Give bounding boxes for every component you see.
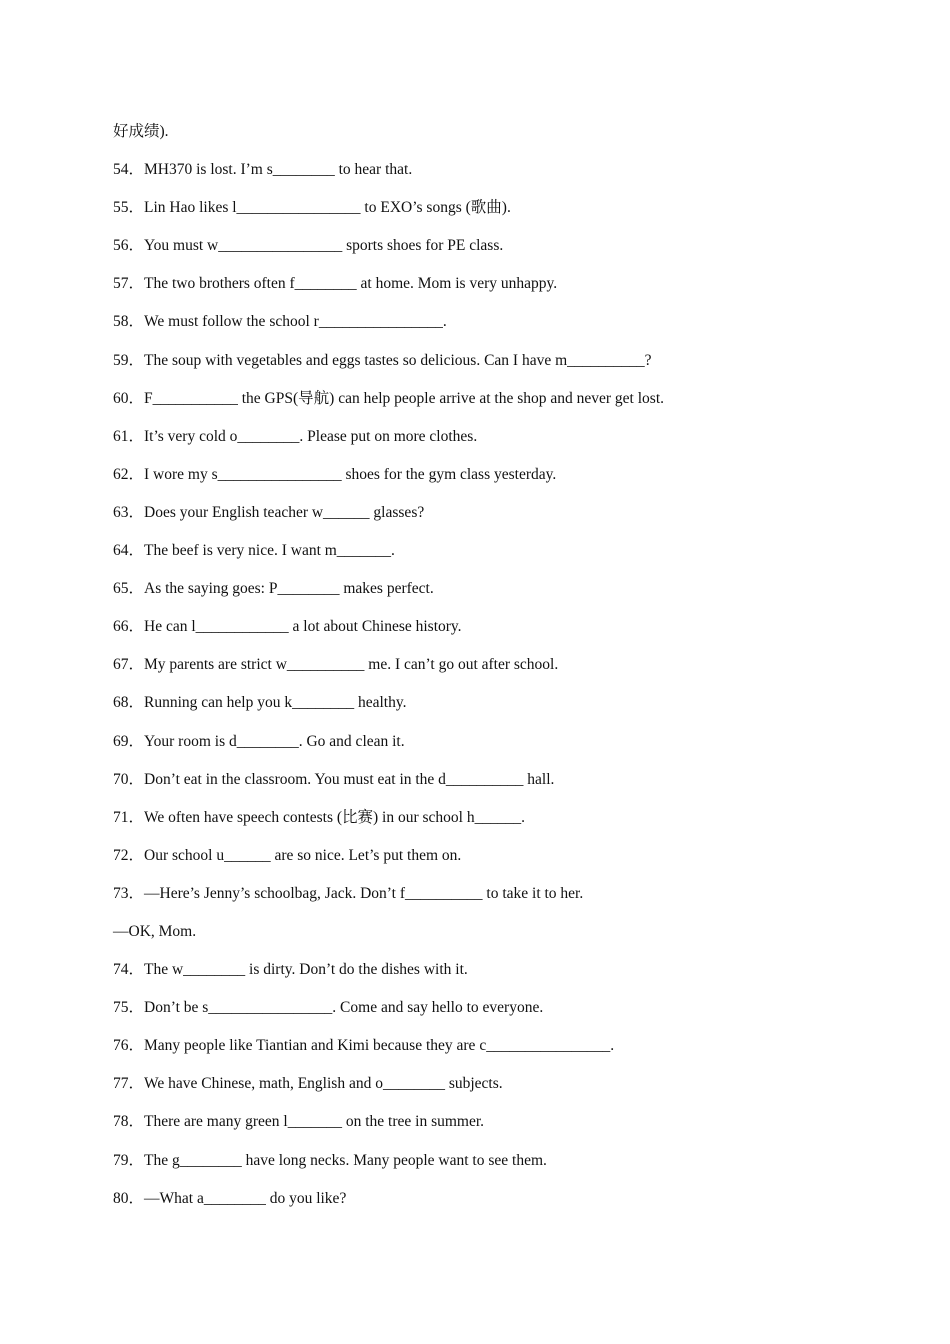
- question-58: 58．We must follow the school r________________.: [113, 313, 447, 331]
- question-67: 67．My parents are strict w__________ me. I can’t go out after school.: [113, 656, 559, 674]
- question-74: 74．The w________ is dirty. Don’t do the dishes with it.: [113, 961, 468, 979]
- question-59: 59．The soup with vegetables and eggs tastes so delicious. Can I have m__________?: [113, 351, 652, 369]
- question-63: 63．Does your English teacher w______ glasses?: [113, 503, 425, 521]
- question-56: 56．You must w________________ sports shoes for PE class.: [113, 237, 504, 255]
- question-66: 66．He can l____________ a lot about Chinese history.: [113, 618, 462, 636]
- question-62: 62．I wore my s________________ shoes for the gym class yesterday.: [113, 465, 557, 483]
- question-65: 65．As the saying goes: P________ makes perfect.: [113, 580, 434, 598]
- question-80: 80．—What a________ do you like?: [113, 1189, 347, 1207]
- question-73-reply: —OK, Mom.: [113, 922, 197, 940]
- worksheet-page: [113, 118, 893, 1223]
- question-70: 70．Don’t eat in the classroom. You must eat in the d__________ hall.: [113, 770, 555, 788]
- question-71: 71．We often have speech contests (比赛) in our school h______.: [113, 808, 525, 826]
- question-55: 55．Lin Hao likes l________________ to EXO’s songs (歌曲).: [113, 199, 511, 217]
- question-75: 75．Don’t be s________________. Come and say hello to everyone.: [113, 999, 544, 1017]
- question-73: 73．—Here’s Jenny’s schoolbag, Jack. Don’t f__________ to take it to her.: [113, 884, 584, 902]
- question-64: 64．The beef is very nice. I want m_______.: [113, 542, 395, 560]
- question-69: 69．Your room is d________. Go and clean it.: [113, 732, 405, 750]
- question-79: 79．The g________ have long necks. Many people want to see them.: [113, 1151, 547, 1169]
- question-72: 72．Our school u______ are so nice. Let’s put them on.: [113, 846, 462, 864]
- question-54: 54．MH370 is lost. I’m s________ to hear that.: [113, 161, 413, 179]
- question-60: 60．F___________ the GPS(导航) can help people arrive at the shop and never get lost.: [113, 389, 664, 407]
- text-line: 好成绩).: [113, 123, 169, 140]
- question-61: 61．It’s very cold o________. Please put on more clothes.: [113, 427, 478, 445]
- question-57: 57．The two brothers often f________ at home. Mom is very unhappy.: [113, 275, 558, 293]
- question-76: 76．Many people like Tiantian and Kimi because they are c________________.: [113, 1037, 615, 1055]
- question-77: 77．We have Chinese, math, English and o________ subjects.: [113, 1075, 503, 1093]
- question-68: 68．Running can help you k________ healthy.: [113, 694, 407, 712]
- question-78: 78．There are many green l_______ on the tree in summer.: [113, 1113, 485, 1131]
